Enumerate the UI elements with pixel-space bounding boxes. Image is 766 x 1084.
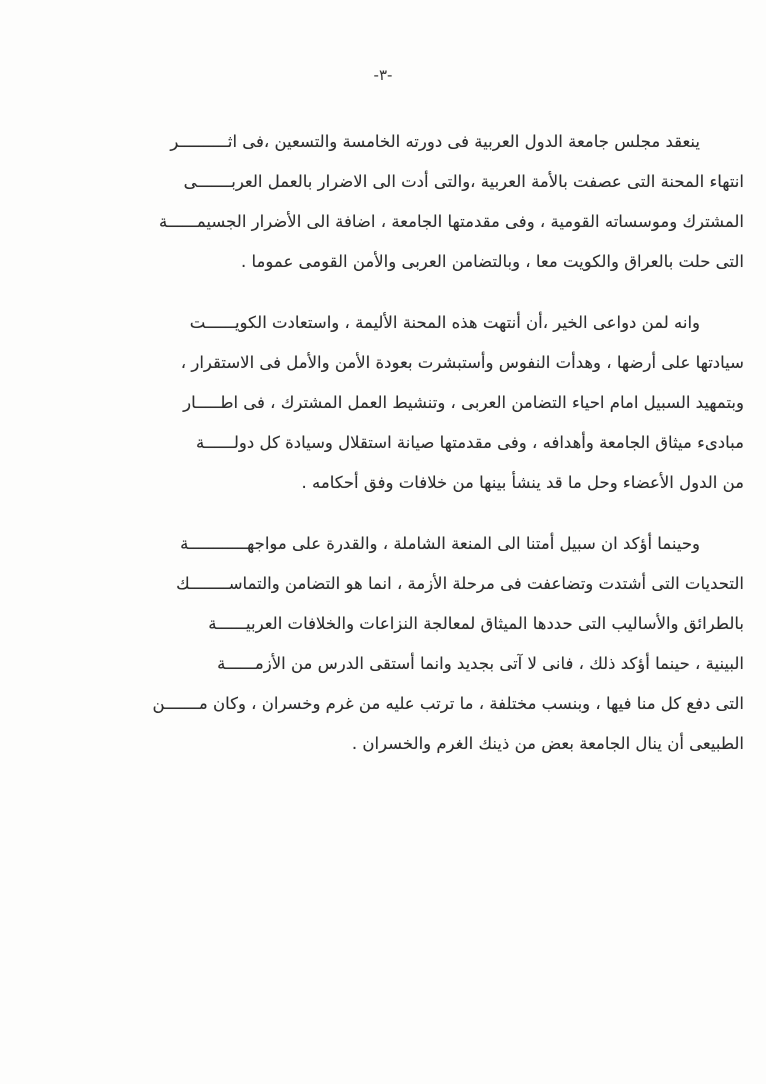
- text-line: التى حلت بالعراق والكويت معا ، وبالتضامن العربى والأمن القومى عموما .: [241, 252, 744, 271]
- text-line: الطبيعى أن ينال الجامعة بعض من ذينك الغرم والخسران .: [351, 734, 744, 753]
- text-line: المشترك وموسساته القومية ، وفى مقدمتها الجامعة ، اضافة الى الأضرار الجسيمــــــة: [159, 212, 744, 231]
- text-line: التى دفع كل منا فيها ، وبنسب مختلفة ، ما ترتب عليه من غرم وخسران ، وكان مـــــــن: [152, 694, 744, 713]
- text-line: وانه لمن دواعى الخير ،أن أنتهت هذه المحنة الأليمة ، واستعادت الكويــــــت: [189, 313, 700, 332]
- text-line: من الدول الأعضاء وحل ما قد ينشأ بينها من خلافات وفق أحكامه .: [301, 473, 744, 492]
- text-line: وحينما أؤكد ان سبيل أمتنا الى المنعة الشاملة ، والقدرة على مواجهــــــــــــة: [180, 534, 700, 553]
- text-line: مبادىء ميثاق الجامعة وأهدافه ، وفى مقدمتها صيانة استقلال وسيادة كل دولــــــة: [196, 433, 744, 452]
- text-line: ينعقد مجلس جامعة الدول العربية فى دورته الخامسة والتسعين ،فى اثــــــــــر: [170, 132, 700, 151]
- text-line: انتهاء المحنة التى عصفت بالأمة العربية ،والتى أدت الى الاضرار بالعمل العربـــــــى: [183, 172, 744, 191]
- text-line: بالطرائق والأساليب التى حددها الميثاق لمعالجة النزاعات والخلافات العربيــــــة: [208, 614, 744, 633]
- paragraph-2: [26, 303, 744, 503]
- text-line: وبتمهيد السبيل امام احياء التضامن العربى ، وتنشيط العمل المشترك ، فى اطـــــار: [183, 393, 744, 412]
- text-line: البينية ، حينما أؤكد ذلك ، فانى لا آتى بجديد وانما أستقى الدرس من الأزمــــــة: [217, 654, 744, 673]
- text-line: التحديات التى أشتدت وتضاعفت فى مرحلة الأزمة ، انما هو التضامن والتماســــــــك: [176, 574, 744, 593]
- document-body: [26, 122, 744, 785]
- page-number: -٣-: [373, 66, 393, 84]
- paragraph-1: [26, 122, 744, 282]
- paragraph-3: [26, 524, 744, 764]
- text-line: سيادتها على أرضها ، وهدأت النفوس وأستبشرت بعودة الأمن والأمل فى الاستقرار ،: [180, 353, 744, 372]
